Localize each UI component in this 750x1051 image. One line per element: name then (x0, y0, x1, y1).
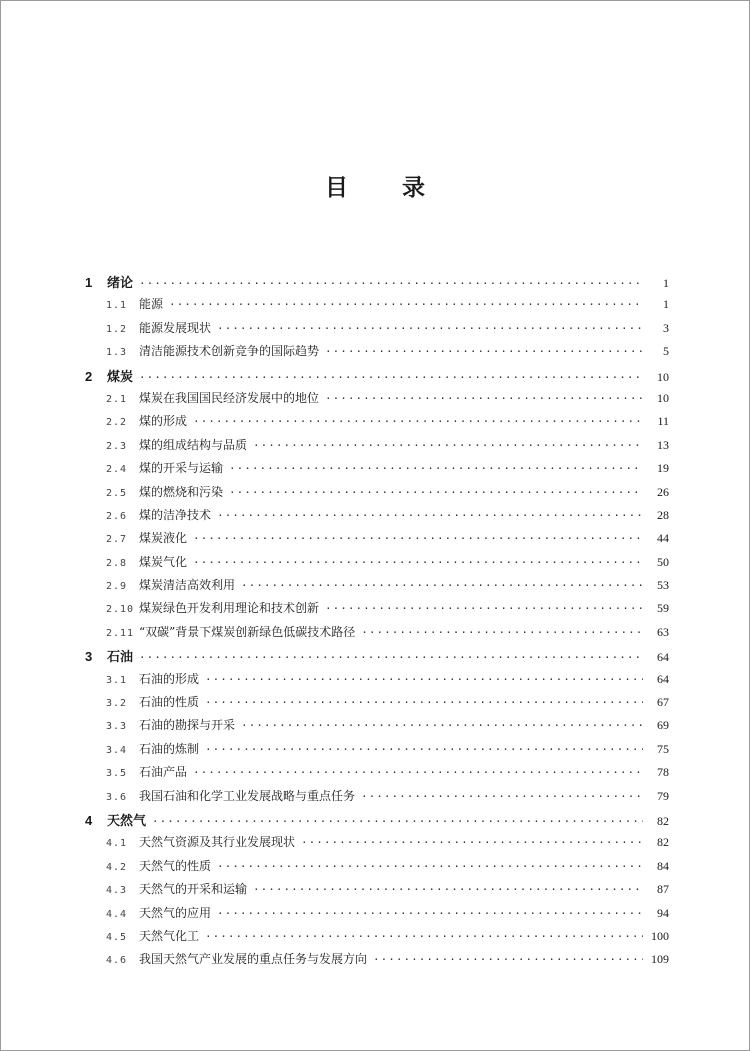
dot-leader (229, 462, 643, 475)
dot-leader (373, 953, 643, 966)
dot-leader (193, 556, 643, 569)
toc-entry-number: 4.3 (106, 885, 128, 897)
dot-leader (205, 673, 643, 686)
toc-entry-number: 4 (85, 812, 93, 828)
toc-section-row[interactable] (85, 412, 669, 435)
toc-section-row[interactable] (85, 483, 669, 506)
toc-page-number: 3 (663, 320, 669, 335)
dot-leader (217, 860, 643, 873)
toc-page-number: 79 (657, 788, 669, 803)
toc-entry-number: 3 (85, 649, 93, 665)
toc-page-number: 69 (657, 718, 669, 733)
toc-entry-title: 煤炭气化 (139, 554, 188, 569)
toc-chapter-row[interactable] (85, 646, 669, 669)
toc-entry-title: 煤炭 (107, 369, 134, 385)
toc-page-number: 10 (657, 369, 669, 384)
toc-entry-title: 天然气的开采和运输 (139, 882, 248, 897)
toc-entry-number: 3.5 (106, 768, 128, 780)
toc-chapter-row[interactable] (85, 366, 669, 389)
dot-leader (253, 883, 643, 896)
dot-leader (205, 930, 643, 943)
toc-entry-title: 石油 (107, 650, 134, 666)
toc-section-row[interactable] (85, 295, 669, 318)
toc-entry-title: 我国石油和化学工业发展战略与重点任务 (139, 788, 356, 803)
toc-page-number: 64 (657, 650, 669, 665)
toc-entry-number: 2.6 (106, 510, 128, 522)
toc-entry-title: 石油的勘探与开采 (139, 718, 236, 733)
toc-entry-number: 3.6 (106, 791, 128, 803)
toc-section-row[interactable] (85, 459, 669, 482)
toc-entry-number: 2.11 (106, 627, 135, 639)
dot-leader (193, 415, 643, 428)
toc-chapter-row[interactable] (85, 810, 669, 833)
toc-page-number: 78 (657, 765, 669, 780)
toc-page-number: 67 (657, 695, 669, 710)
dot-leader (152, 815, 643, 828)
dot-leader (139, 277, 643, 290)
toc-page-number: 75 (657, 741, 669, 756)
toc-chapter-row[interactable] (85, 272, 669, 295)
toc-entry-title: 清洁能源技术创新竞争的国际趋势 (139, 344, 320, 359)
toc-entry-number: 2.5 (106, 487, 128, 499)
toc-page-number: 84 (657, 858, 669, 873)
toc-entry-number: 3.3 (106, 721, 128, 733)
toc-entry-number: 4.2 (106, 861, 128, 873)
toc-page-number: 44 (657, 531, 669, 546)
toc-section-row[interactable] (85, 623, 669, 646)
toc-entry-title: “双碳”背景下煤炭创新绿色低碳技术路径 (139, 624, 356, 639)
toc-entry-number: 1.2 (106, 323, 128, 335)
dot-leader (241, 579, 643, 592)
toc-section-row[interactable] (85, 576, 669, 599)
toc-entry-title: 煤的洁净技术 (139, 507, 212, 522)
toc-entry-number: 2.7 (106, 534, 128, 546)
toc-page-number: 100 (651, 928, 669, 943)
toc-page-number: 5 (663, 344, 669, 359)
toc-section-row[interactable] (85, 880, 669, 903)
toc-page-number: 1 (663, 276, 669, 290)
toc-entry-title: 能源发展现状 (139, 320, 212, 335)
toc-entry-title: 天然气化工 (139, 928, 200, 943)
toc-entry-title: 我国天然气产业发展的重点任务与发展方向 (139, 952, 368, 967)
title-char-1: 目 (325, 174, 348, 201)
toc-entry-title: 石油的形成 (139, 671, 200, 686)
toc-entry-title: 煤的形成 (139, 414, 188, 429)
toc-entry-title: 煤炭液化 (139, 531, 188, 546)
toc-section-row[interactable] (85, 716, 669, 739)
dot-leader (205, 696, 643, 709)
toc-page-number: 53 (657, 578, 669, 593)
toc-section-row[interactable] (85, 787, 669, 810)
toc-page-number: 82 (657, 835, 669, 850)
dot-leader (361, 626, 643, 639)
toc-section-row[interactable] (85, 763, 669, 786)
toc-entry-title: 能源 (139, 297, 164, 312)
toc-page-number: 50 (657, 554, 669, 569)
dot-leader (325, 602, 643, 615)
toc-page-number: 63 (657, 624, 669, 639)
toc-page-number: 28 (657, 507, 669, 522)
toc-section-row[interactable] (85, 670, 669, 693)
toc-entry-number: 1.1 (106, 300, 128, 312)
toc-section-row[interactable] (85, 529, 669, 552)
title-char-2: 录 (402, 174, 425, 201)
toc-page-number: 87 (657, 882, 669, 897)
toc-page-number: 13 (657, 437, 669, 452)
toc-page-number: 1 (663, 297, 669, 312)
toc-entry-title: 煤炭在我国国民经济发展中的地位 (139, 390, 320, 405)
toc-entry-title: 煤的燃烧和污染 (139, 484, 224, 499)
toc-page-number: 59 (657, 601, 669, 616)
toc-entry-number: 3.2 (106, 698, 128, 710)
toc-section-row[interactable] (85, 857, 669, 880)
dot-leader (193, 766, 643, 779)
toc-page-number: 26 (657, 484, 669, 499)
dot-leader (325, 345, 643, 358)
toc-entry-title: 石油产品 (139, 765, 188, 780)
dot-leader (217, 509, 643, 522)
toc-page-number: 109 (651, 952, 669, 967)
toc-entry-number: 2.4 (106, 464, 128, 476)
toc-entry-title: 煤的开采与运输 (139, 461, 224, 476)
toc-entry-number: 2.2 (106, 417, 128, 429)
dot-leader (229, 486, 643, 499)
toc-entry-number: 2.3 (106, 440, 128, 452)
toc-section-row[interactable] (85, 506, 669, 529)
toc-entry-number: 1 (85, 275, 93, 290)
toc-entry-title: 石油的炼制 (139, 741, 200, 756)
toc-entry-title: 煤炭清洁高效利用 (139, 578, 236, 593)
dot-leader (139, 651, 643, 664)
toc-section-row[interactable] (85, 599, 669, 622)
toc-entry-number: 2 (85, 368, 93, 384)
toc-entry-title: 天然气 (107, 813, 147, 829)
toc-entry-title: 天然气的应用 (139, 905, 212, 920)
toc-page-number: 82 (657, 813, 669, 828)
table-of-contents (85, 272, 669, 974)
dot-leader (205, 743, 643, 756)
toc-entry-number: 4.1 (106, 838, 128, 850)
toc-section-row[interactable] (85, 950, 669, 973)
toc-entry-title: 天然气资源及其行业发展现状 (139, 835, 296, 850)
toc-page-number: 94 (657, 905, 669, 920)
toc-section-row[interactable] (85, 553, 669, 576)
toc-entry-title: 天然气的性质 (139, 858, 212, 873)
toc-entry-number: 3.1 (106, 674, 128, 686)
toc-section-row[interactable] (85, 342, 669, 365)
toc-entry-number: 3.4 (106, 744, 128, 756)
dot-leader (139, 371, 643, 384)
toc-entry-number: 2.8 (106, 557, 128, 569)
toc-entry-number: 2.1 (106, 393, 128, 405)
toc-section-row[interactable] (85, 740, 669, 763)
toc-entry-title: 煤炭绿色开发利用理论和技术创新 (139, 601, 320, 616)
toc-page-number: 64 (657, 671, 669, 686)
dot-leader (241, 719, 643, 732)
toc-section-row[interactable] (85, 833, 669, 856)
toc-page-number: 19 (657, 461, 669, 476)
toc-entry-number: 2.10 (106, 604, 135, 616)
dot-leader (253, 439, 643, 452)
toc-entry-number: 4.6 (106, 955, 128, 967)
toc-entry-number: 4.5 (106, 931, 128, 943)
dot-leader (325, 392, 643, 405)
toc-entry-number: 4.4 (106, 908, 128, 920)
toc-section-row[interactable] (85, 436, 669, 459)
toc-section-row[interactable] (85, 927, 669, 950)
toc-section-row[interactable] (85, 389, 669, 412)
dot-leader (217, 907, 643, 920)
page-title (1, 169, 749, 202)
dot-leader (301, 836, 643, 849)
dot-leader (361, 790, 643, 803)
toc-page-number: 11 (657, 414, 669, 429)
toc-section-row[interactable] (85, 693, 669, 716)
toc-section-row[interactable] (85, 904, 669, 927)
toc-entry-title: 石油的性质 (139, 695, 200, 710)
toc-entry-title: 绪论 (107, 276, 134, 291)
dot-leader (217, 322, 643, 335)
toc-section-row[interactable] (85, 319, 669, 342)
toc-entry-number: 1.3 (106, 347, 128, 359)
toc-entry-number: 2.9 (106, 581, 128, 593)
dot-leader (193, 532, 643, 545)
toc-entry-title: 煤的组成结构与品质 (139, 437, 248, 452)
toc-page-number: 10 (657, 390, 669, 405)
dot-leader (169, 298, 643, 311)
